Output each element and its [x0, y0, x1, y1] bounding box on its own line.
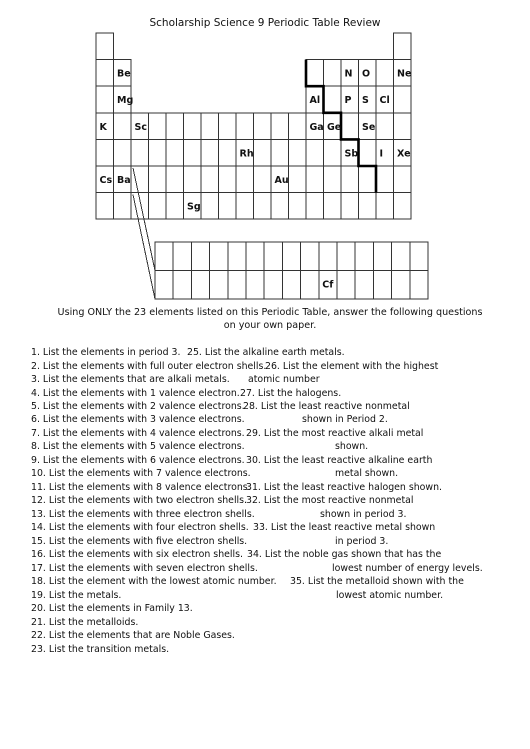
- table-cell: [376, 193, 394, 220]
- table-cell: [219, 113, 237, 140]
- table-cell: [359, 193, 377, 220]
- element-symbol: Mg: [117, 95, 134, 107]
- question-text: 21. List the metalloids.: [31, 617, 139, 628]
- table-cell: [394, 86, 412, 113]
- table-cell: [341, 166, 359, 193]
- f-block-cell: [210, 271, 228, 300]
- table-cell: [96, 86, 114, 113]
- table-cell: [394, 33, 412, 60]
- table-cell: [271, 113, 289, 140]
- table-cell: [149, 113, 167, 140]
- table-cell: [219, 166, 237, 193]
- f-block-cell: [191, 242, 209, 271]
- table-cell: [324, 166, 342, 193]
- f-block-cell: [355, 242, 373, 271]
- f-block-cell: [246, 242, 264, 271]
- f-block-cell: [337, 242, 355, 271]
- table-cell: [236, 166, 254, 193]
- question-text: 3. List the elements that are alkali metals.: [31, 374, 230, 385]
- element-symbol: Se: [362, 121, 376, 133]
- element-symbol: Au: [274, 175, 289, 186]
- f-block-cell: [373, 271, 391, 300]
- question-text: 12. List the elements with two electron shells.: [31, 495, 248, 506]
- table-cell: [289, 139, 307, 166]
- table-cell: [184, 113, 202, 140]
- f-block-cell: [392, 271, 410, 300]
- table-cell: [376, 166, 394, 193]
- table-cell: [184, 139, 202, 166]
- question-text: 9. List the elements with 6 valence electrons.: [31, 455, 245, 466]
- table-cell: [324, 193, 342, 220]
- table-cell: [254, 113, 272, 140]
- f-block-cell: [355, 271, 373, 300]
- f-block-cell: [246, 271, 264, 300]
- question-text: 11. List the elements with 8 valence electrons.: [31, 482, 251, 493]
- f-block-cell: [373, 242, 391, 271]
- instructions-line-2: on your own paper.: [223, 320, 317, 331]
- question-text: 8. List the elements with 5 valence electrons.: [31, 441, 245, 452]
- table-cell: [254, 166, 272, 193]
- table-cell: [394, 193, 412, 220]
- question-text: 35. List the metalloid shown with the: [290, 576, 464, 587]
- question-text: 29. List the most reactive alkali metal: [246, 428, 424, 439]
- table-cell: [324, 60, 342, 87]
- table-cell: [184, 166, 202, 193]
- table-cell: [166, 139, 184, 166]
- table-cell: [341, 193, 359, 220]
- f-block-cell: [264, 242, 282, 271]
- f-block-cell: [191, 271, 209, 300]
- table-cell: [306, 60, 324, 87]
- table-cell: [236, 193, 254, 220]
- question-text: 28. List the least reactive nonmetal: [243, 401, 410, 412]
- question-text: 19. List the metals.: [31, 590, 122, 601]
- question-text: 34. List the noble gas shown that has the: [247, 549, 442, 560]
- element-symbol: Cl: [379, 95, 390, 107]
- question-text: 14. List the elements with four electron shells.: [31, 522, 249, 533]
- table-cell: [394, 166, 412, 193]
- question-text: 1. List the elements in period 3.: [31, 347, 181, 358]
- table-cell: [201, 139, 219, 166]
- question-text: lowest number of energy levels.: [332, 563, 483, 574]
- table-cell: [96, 193, 114, 220]
- question-text: 30. List the least reactive alkaline earth: [246, 455, 433, 466]
- question-text: 27. List the halogens.: [240, 388, 342, 399]
- element-symbol: Cf: [322, 279, 334, 291]
- element-symbol: Xe: [397, 148, 411, 160]
- table-cell: [96, 60, 114, 87]
- f-block-cell: [410, 242, 428, 271]
- table-cell: [306, 193, 324, 220]
- table-cell: [131, 139, 149, 166]
- question-text: in period 3.: [335, 536, 389, 547]
- question-text: 26. List the element with the highest: [265, 361, 439, 372]
- f-block-cell: [282, 242, 300, 271]
- table-cell: [201, 193, 219, 220]
- table-cell: [114, 193, 132, 220]
- element-symbol: K: [99, 121, 107, 133]
- question-text: shown in Period 2.: [302, 414, 388, 425]
- element-symbol: N: [344, 68, 353, 80]
- question-text: lowest atomic number.: [336, 590, 444, 601]
- question-text: 25. List the alkaline earth metals.: [187, 347, 345, 358]
- f-block-cell: [337, 271, 355, 300]
- table-cell: [289, 193, 307, 220]
- f-block-cell: [301, 271, 319, 300]
- table-cell: [166, 193, 184, 220]
- f-block-cell: [301, 242, 319, 271]
- f-block-cell: [155, 242, 173, 271]
- table-cell: [271, 193, 289, 220]
- f-block-cell: [319, 242, 337, 271]
- element-symbol: S: [362, 95, 369, 107]
- table-cell: [149, 139, 167, 166]
- element-symbol: Rh: [239, 148, 254, 160]
- table-cell: [376, 113, 394, 140]
- table-cell: [219, 139, 237, 166]
- table-cell: [96, 33, 114, 60]
- table-cell: [306, 139, 324, 166]
- table-cell: [166, 113, 184, 140]
- f-block-cell: [228, 242, 246, 271]
- table-cell: [341, 113, 359, 140]
- question-text: shown in period 3.: [320, 509, 407, 520]
- question-text: shown.: [335, 441, 369, 452]
- f-block-cell: [173, 271, 191, 300]
- table-cell: [289, 166, 307, 193]
- element-symbol: Sb: [344, 148, 359, 160]
- question-text: 16. List the elements with six electron shells.: [31, 549, 243, 560]
- table-cell: [394, 113, 412, 140]
- element-symbol: Ga: [309, 121, 324, 133]
- table-cell: [306, 166, 324, 193]
- table-cell: [254, 139, 272, 166]
- table-cell: [376, 60, 394, 87]
- question-text: 18. List the element with the lowest atomic number.: [31, 576, 277, 587]
- table-cell: [201, 166, 219, 193]
- periodic-table: [0, 0, 530, 300]
- table-cell: [271, 139, 289, 166]
- f-block-cell: [155, 271, 173, 300]
- page-title: Scholarship Science 9 Periodic Table Review: [149, 17, 381, 29]
- f-block-cell: [173, 242, 191, 271]
- table-cell: [219, 193, 237, 220]
- table-cell: [96, 139, 114, 166]
- table-cell: [149, 166, 167, 193]
- table-cell: [324, 139, 342, 166]
- element-symbol: Al: [309, 95, 321, 107]
- question-text: 17. List the elements with seven electron shells.: [31, 563, 258, 574]
- question-text: 33. List the least reactive metal shown: [253, 522, 436, 533]
- element-symbol: Ba: [117, 175, 131, 186]
- table-cell: [166, 166, 184, 193]
- instructions-line-1: Using ONLY the 23 elements listed on this Periodic Table, answer the following questions: [57, 307, 483, 318]
- table-cell: [149, 193, 167, 220]
- table-cell: [324, 86, 342, 113]
- table-cell: [114, 113, 132, 140]
- question-text: 31. List the least reactive halogen shown.: [246, 482, 442, 493]
- f-block-cell: [228, 271, 246, 300]
- question-text: 10. List the elements with 7 valence electrons.: [31, 468, 251, 479]
- f-block-connector: [133, 195, 155, 299]
- element-symbol: Sg: [187, 201, 201, 213]
- question-text: 32. List the most reactive nonmetal: [246, 495, 414, 506]
- f-block-cell: [282, 271, 300, 300]
- question-text: 13. List the elements with three electron shells.: [31, 509, 255, 520]
- table-cell: [359, 166, 377, 193]
- question-text: 5. List the elements with 2 valence electrons.: [31, 401, 245, 412]
- question-text: atomic number: [248, 374, 320, 385]
- element-symbol: Be: [117, 68, 131, 80]
- question-text: 22. List the elements that are Noble Gases.: [31, 630, 235, 641]
- table-cell: [289, 113, 307, 140]
- table-cell: [254, 193, 272, 220]
- element-symbol: Ge: [327, 121, 342, 133]
- element-symbol: P: [344, 95, 352, 107]
- table-cell: [236, 113, 254, 140]
- element-symbol: Ne: [397, 68, 412, 80]
- question-text: 20. List the elements in Family 13.: [31, 603, 193, 614]
- question-text: 4. List the elements with 1 valence electron.: [31, 388, 240, 399]
- question-text: 7. List the elements with 4 valence electrons.: [31, 428, 245, 439]
- question-text: 15. List the elements with five electron shells.: [31, 536, 248, 547]
- f-block-cell: [210, 242, 228, 271]
- f-block-cell: [264, 271, 282, 300]
- element-symbol: O: [362, 68, 371, 80]
- question-text: 2. List the elements with full outer electron shells.: [31, 361, 267, 372]
- table-cell: [201, 113, 219, 140]
- table-cell: [359, 139, 377, 166]
- element-symbol: Sc: [134, 121, 147, 133]
- question-text: metal shown.: [335, 468, 399, 479]
- question-text: 6. List the elements with 3 valence electrons.: [31, 414, 245, 425]
- f-block-cell: [410, 271, 428, 300]
- element-symbol: I: [379, 148, 384, 160]
- table-cell: [114, 139, 132, 166]
- f-block-cell: [392, 242, 410, 271]
- instructions: [40, 306, 500, 332]
- element-symbol: Cs: [99, 175, 113, 186]
- question-text: 23. List the transition metals.: [31, 644, 170, 655]
